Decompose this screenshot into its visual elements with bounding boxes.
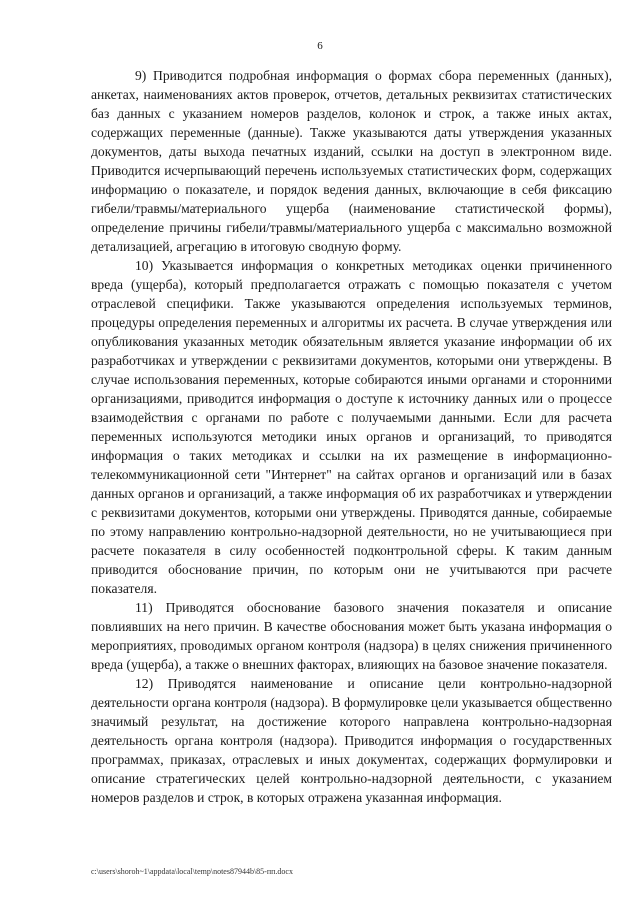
page-number: 6 — [317, 40, 323, 52]
paragraph-10: 10) Указывается информация о конкретных методиках оценки причиненного вреда (ущерба), который предполагается отражать с помощью показателя с учетом отраслевой специфики. Также указываются определения используемых терминов, процедуры определения переменных и алгоритмы их расчета. В случае утверждения или опубликования указанных методик обязательным является указание информации об их разработчиках и утверждении с реквизитами документов, которыми они утверждены. В случае использования переменных, которые собираются иными органами и сторонними организациями, приводится информация о доступе к источнику данных или о процессе взаимодействия с органами по работе с получаемыми данными. Если для расчета переменных используются методики иных органов и организаций, то приводятся информация о таких методиках и ссылки на их размещение в информационно-телекоммуникационной сети "Интернет" на сайтах органов и организаций или в базах данных органов и организаций, а также информация об их разработчиках и утверждении с реквизитами документов, которыми они утверждены. Приводятся данные, собираемые по этому направлению контрольно-надзорной деятельности, но не учитывающиеся при расчете показателя в силу особенностей подконтрольной сферы. К таким данным приводится обоснование причин, по которым они не учитываются при расчете показателя. — [91, 258, 612, 596]
footer-file-path: c:\users\shoroh~1\appdata\local\temp\notes87944b\85-пп.docx — [91, 867, 293, 876]
paragraph-9: 9) Приводится подробная информация о формах сбора переменных (данных), анкетах, наименованиях актов проверок, отчетов, детальных реквизитах статистических баз данных с указанием номеров разделов, колонок и строк, а также иных актах, содержащих переменные (данные). Также указываются даты утверждения указанных документов, даты выхода печатных изданий, ссылки на доступ в электронном виде. Приводится исчерпывающий перечень используемых статистических форм, содержащих информацию о показателе, и порядок ведения данных, включающие в себя фиксацию гибели/травмы/материального ущерба (наименование статистической формы), определение причины гибели/травмы/материального ущерба с максимально возможной детализацией, агрегацию в итоговую сводную форму. — [91, 68, 612, 254]
paragraph-12: 12) Приводятся наименование и описание цели контрольно-надзорной деятельности органа контроля (надзора). В формулировке цели указывается общественно значимый результат, на достижение которого направлена контрольно-надзорная деятельность органа контроля (надзора). Приводится информация о государственных программах, приказах, отраслевых и иных документах, содержащих формулировки и описание стратегических целей контрольно-надзорной деятельности, с указанием номеров разделов и строк, в которых отражена указанная информация. — [91, 676, 612, 805]
document-body — [91, 66, 612, 807]
paragraph-11: 11) Приводятся обоснование базового значения показателя и описание повлиявших на него причин. В качестве обоснования может быть указана информация о мероприятиях, проводимых органом контроля (надзора) в целях снижения причиненного вреда (ущерба), а также о внешних факторах, влияющих на базовое значение показателя. — [91, 600, 612, 672]
